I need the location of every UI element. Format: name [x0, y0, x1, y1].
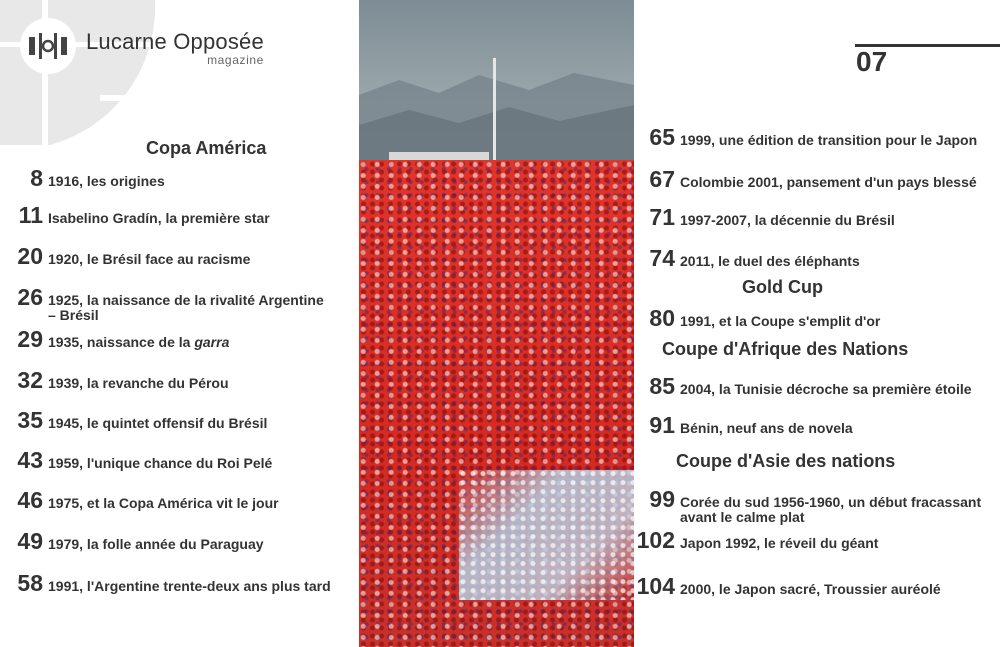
- toc-entry-title: 1939, la revanche du Pérou: [48, 375, 229, 391]
- toc-page-number: 20: [17, 243, 43, 269]
- toc-entry-title-text: 1935, naissance de la: [48, 334, 195, 350]
- toc-page-number: 35: [17, 407, 43, 433]
- logo[interactable]: [20, 18, 264, 74]
- toc-entry-title: 1991, et la Coupe s'emplit d'or: [680, 313, 881, 329]
- toc-entry-title: Colombie 2001, pansement d'un pays blessé: [680, 174, 977, 190]
- toc-entry-title: 2004, la Tunisie décroche sa première étoile: [680, 381, 972, 397]
- toc-entry[interactable]: [0, 570, 345, 597]
- toc-page-number: 29: [17, 326, 43, 352]
- toc-entry-title-emphasis: garra: [194, 334, 230, 350]
- logo-subtitle: magazine: [207, 53, 264, 67]
- toc-entry[interactable]: [635, 124, 995, 151]
- toc-page-number: 102: [636, 527, 675, 553]
- toc-entry-title: 1999, une édition de transition pour le Japon: [680, 132, 978, 148]
- toc-entry-title: Bénin, neuf ans de novela: [680, 420, 853, 436]
- toc-page-number: 85: [649, 373, 675, 399]
- toc-entry[interactable]: [0, 487, 345, 514]
- section-title-can: Coupe d'Afrique des Nations: [662, 339, 909, 359]
- toc-entry[interactable]: [0, 284, 340, 323]
- toc-page-number: 58: [17, 570, 43, 596]
- toc-entry[interactable]: [635, 412, 995, 439]
- toc-entry[interactable]: [0, 447, 345, 474]
- toc-page-number: 65: [649, 124, 675, 150]
- toc-entry[interactable]: [0, 202, 345, 229]
- toc-entry-title: 2011, le duel des éléphants: [680, 253, 860, 269]
- toc-page-number: 104: [636, 573, 675, 599]
- toc-page-number: 99: [649, 486, 675, 512]
- toc-entry-title: Isabelino Gradín, la première star: [48, 210, 270, 226]
- photo-blue-fans: [459, 470, 634, 600]
- toc-entry[interactable]: [635, 573, 995, 600]
- section-title-gold-cup: Gold Cup: [742, 277, 823, 297]
- toc-entry[interactable]: [0, 528, 345, 555]
- toc-entry[interactable]: [635, 305, 995, 332]
- toc-entry-title: 1979, la folle année du Paraguay: [48, 536, 264, 552]
- toc-page-number: 46: [17, 487, 43, 513]
- toc-entry-title: [48, 335, 229, 350]
- toc-page-number: 91: [649, 412, 675, 438]
- toc-entry-title: 1945, le quintet offensif du Brésil: [48, 415, 268, 431]
- section-title-copa-america: Copa América: [146, 138, 267, 158]
- toc-page-number: 67: [649, 166, 675, 192]
- toc-entry-title: 1997-2007, la décennie du Brésil: [680, 212, 895, 228]
- toc-entry-title: 1925, la naissance de la rivalité Argentine – Brésil: [48, 292, 324, 323]
- toc-entry-title: 1920, le Brésil face au racisme: [48, 251, 251, 267]
- toc-entry-title: 1916, les origines: [48, 173, 165, 189]
- toc-entry-title: 1991, l'Argentine trente-deux ans plus tard: [48, 578, 331, 594]
- toc-page-number: 11: [18, 202, 43, 228]
- toc-entry[interactable]: [635, 527, 995, 554]
- toc-page-number: 43: [17, 447, 43, 473]
- toc-entry[interactable]: [635, 486, 995, 525]
- toc-page-number: 26: [17, 284, 43, 310]
- toc-entry-title: Corée du sud 1956-1960, un début fracassant avant le calme plat: [680, 494, 982, 525]
- toc-page-number: 49: [17, 528, 43, 554]
- toc-entry[interactable]: [635, 373, 995, 400]
- toc-entry-title: Japon 1992, le réveil du géant: [680, 535, 879, 551]
- section-title-asia: Coupe d'Asie des nations: [676, 451, 896, 471]
- logo-title: Lucarne Opposée: [86, 29, 264, 54]
- toc-page-number: 71: [649, 204, 675, 230]
- toc-entry[interactable]: [0, 165, 345, 192]
- toc-entry-title: 2000, le Japon sacré, Troussier auréolé: [680, 581, 941, 597]
- toc-page-number: 8: [30, 165, 43, 191]
- toc-entry[interactable]: [635, 204, 995, 231]
- toc-page-number: 74: [649, 245, 675, 271]
- goal-logo-icon: [20, 18, 76, 74]
- toc-entry[interactable]: [635, 166, 995, 193]
- toc-entry-title: 1975, et la Copa América vit le jour: [48, 495, 279, 511]
- toc-entry[interactable]: [0, 367, 345, 394]
- stadium-crowd-photo: [359, 0, 634, 647]
- photo-stand-roof: [389, 152, 489, 160]
- toc-entry[interactable]: [635, 245, 995, 272]
- toc-entry[interactable]: [0, 326, 345, 353]
- toc-page-number: 80: [649, 305, 675, 331]
- toc-entry[interactable]: [0, 243, 345, 270]
- toc-page-number: 32: [17, 367, 43, 393]
- page-number: 07: [856, 46, 888, 77]
- toc-entry[interactable]: [0, 407, 345, 434]
- toc-entry-title: 1959, l'unique chance du Roi Pelé: [48, 455, 273, 471]
- photo-floodlight-pole: [493, 58, 496, 173]
